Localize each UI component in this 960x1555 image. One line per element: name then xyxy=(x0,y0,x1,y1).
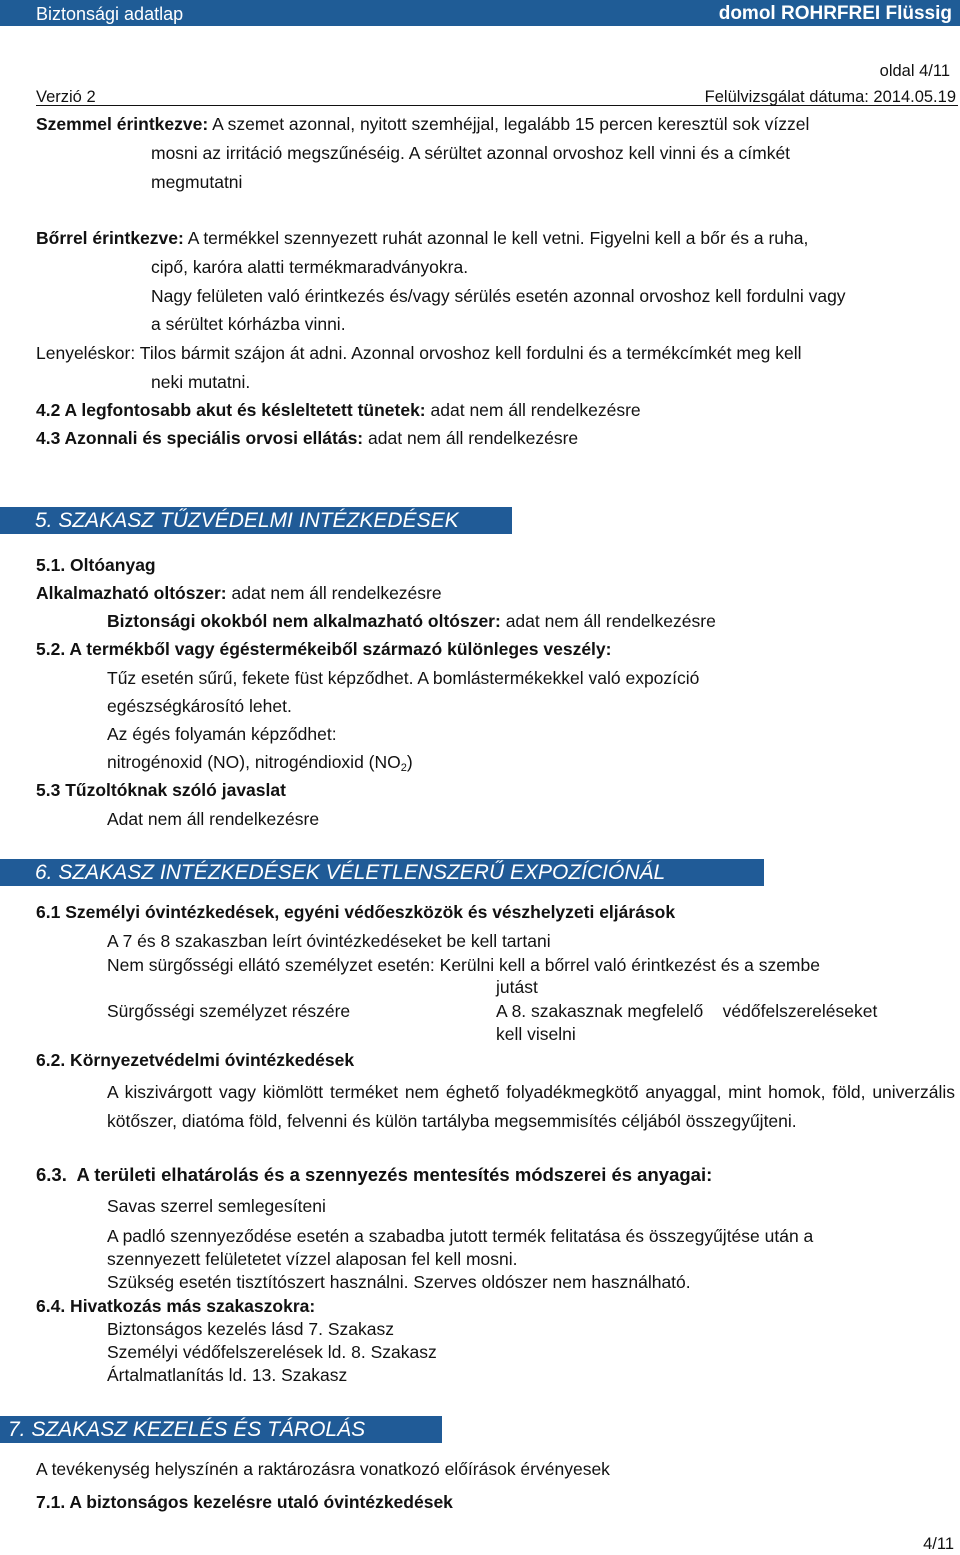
page-indicator: oldal 4/11 xyxy=(879,62,950,80)
section-7-1-heading: 7.1. A biztonságos kezelésre utaló óvintézkedések xyxy=(36,1492,453,1512)
skin-contact-label: Bőrrel érintkezve: xyxy=(36,228,184,248)
version-label: Verzió 2 xyxy=(36,88,96,106)
s61-emergency-label: Sürgősségi személyzet részére xyxy=(107,1001,351,1021)
s64-line2: Személyi védőfelszerelések ld. 8. Szakasz xyxy=(107,1342,437,1362)
eye-contact-line3: megmutatni xyxy=(151,172,243,192)
hazard-line2: egészségkárosító lehet. xyxy=(107,696,292,716)
eye-contact-line2: mosni az irritáció megszűnéséig. A sérültet azonnal orvoshoz kell vinni és a címkét xyxy=(151,143,791,163)
section-5-3-value: Adat nem áll rendelkezésre xyxy=(107,809,320,829)
footer-page-number: 4/11 xyxy=(923,1535,954,1553)
s63-line3: szennyezett felületetet vízzel alaposan fel kell mosni. xyxy=(107,1249,518,1269)
section-4-3 xyxy=(36,427,578,451)
ingestion-text: Tilos bármit szájon át adni. Azonnal orvoshoz kell fordulni és a termékcímkét meg kell xyxy=(139,343,802,363)
skin-contact-line2: cipő, karóra alatti termékmaradványokra. xyxy=(151,257,469,277)
unsuitable-extinguisher-label: Biztonsági okokból nem alkalmazható oltószer: xyxy=(107,611,501,631)
skin-contact-line3: Nagy felületen való érintkezés és/vagy sérülés esetén azonnal orvoshoz kell fordulni vagy xyxy=(151,286,846,306)
section-4-3-value: adat nem áll rendelkezésre xyxy=(368,428,579,448)
section-5-2-heading: 5.2. A termékből vagy égéstermékeiből származó különleges veszély: xyxy=(36,639,612,659)
section-4-2 xyxy=(36,399,641,423)
s63-line2: A padló szennyeződése esetén a szabadba jutott termék felitatása és összegyűjtése után a xyxy=(107,1226,814,1246)
hazard-gases-text: nitrogénoxid (NO), nitrogéndioxid (NO xyxy=(107,752,401,772)
section-6-3-heading: 6.3. A területi elhatárolás és a szennyezés mentesítés módszerei és anyagai: xyxy=(36,1164,713,1185)
section-6-1-heading: 6.1 Személyi óvintézkedések, egyéni védőeszközök és vészhelyzeti eljárások xyxy=(36,902,676,922)
s63-line4: Szükség esetén tisztítószert használni. Szerves oldószer nem használható. xyxy=(107,1272,691,1292)
s61-emergency-text: A 8. szakasznak megfelelő védőfelszereléseket xyxy=(496,1001,878,1021)
section-5-title: 5. SZAKASZ TŰZVÉDELMI INTÉZKEDÉSEK xyxy=(0,507,512,534)
unsuitable-extinguisher-value: adat nem áll rendelkezésre xyxy=(505,611,716,631)
ingestion-line1 xyxy=(36,342,802,366)
header-doc-type: Biztonsági adatlap xyxy=(36,4,184,24)
unsuitable-extinguisher xyxy=(107,610,716,634)
section-6-2-heading: 6.2. Környezetvédelmi óvintézkedések xyxy=(36,1050,355,1070)
hazard-line4 xyxy=(107,751,413,776)
ingestion-label: Lenyeléskor: xyxy=(36,343,136,363)
hazard-line3: Az égés folyamán képződhet: xyxy=(107,724,337,744)
revision-date: Felülvizsgálat dátuma: 2014.05.19 xyxy=(704,88,956,106)
skin-contact-line4: a sérültet kórházba vinni. xyxy=(151,314,346,334)
eye-contact-label: Szemmel érintkezve: xyxy=(36,114,209,134)
section-4-2-value: adat nem áll rendelkezésre xyxy=(430,400,641,420)
subscript-2: 2 xyxy=(400,762,407,774)
eye-contact-line1 xyxy=(36,113,809,137)
section-7-title: 7. SZAKASZ KEZELÉS ÉS TÁROLÁS xyxy=(0,1416,442,1443)
s61-line2b: jutást xyxy=(496,977,538,997)
section-7-intro: A tevékenység helyszínén a raktározásra vonatkozó előírások érvényesek xyxy=(36,1459,610,1479)
section-5-3-heading: 5.3 Tűzoltóknak szóló javaslat xyxy=(36,780,286,800)
ingestion-line2: neki mutatni. xyxy=(151,372,251,392)
s61-emergency-text2: kell viselni xyxy=(496,1024,576,1044)
suitable-extinguisher-value: adat nem áll rendelkezésre xyxy=(231,583,442,603)
s63-line1: Savas szerrel semlegesíteni xyxy=(107,1196,326,1216)
section-4-3-label: 4.3 Azonnali és speciális orvosi ellátás: xyxy=(36,428,364,448)
suitable-extinguisher-label: Alkalmazható oltószer: xyxy=(36,583,227,603)
hazard-line1: Tűz esetén sűrű, fekete füst képződhet. A bomlástermékekkel való expozíció xyxy=(107,668,700,688)
s64-line1: Biztonságos kezelés lásd 7. Szakasz xyxy=(107,1319,394,1339)
section-4-2-label: 4.2 A legfontosabb akut és késleltetett tünetek: xyxy=(36,400,426,420)
suitable-extinguisher xyxy=(36,582,442,606)
s64-line3: Ártalmatlanítás ld. 13. Szakasz xyxy=(107,1365,348,1385)
closing-paren: ) xyxy=(406,752,413,772)
header-product-name: domol ROHRFREI Flüssig xyxy=(718,3,952,24)
skin-contact-line1 xyxy=(36,227,808,251)
section-5-1-heading: 5.1. Oltóanyag xyxy=(36,555,156,575)
eye-contact-text: A szemet azonnal, nyitott szemhéjjal, legalább 15 percen keresztül sok vízzel xyxy=(212,114,810,134)
header-divider xyxy=(36,105,958,106)
s62-text: A kiszivárgott vagy kiömlött terméket nem éghető folyadékmegkötő anyaggal, mint homok, föld, univerzális kötőszer, diatóma föld, felvenni és külön tartályba megsemmisítés céljából összegyűjteni. xyxy=(107,1082,955,1131)
section-6-title: 6. SZAKASZ INTÉZKEDÉSEK VÉLETLENSZERŰ EXPOZÍCIÓNÁL xyxy=(0,859,764,886)
section-6-4-heading: 6.4. Hivatkozás más szakaszokra: xyxy=(36,1296,316,1316)
s61-line1: A 7 és 8 szakaszban leírt óvintézkedéseket be kell tartani xyxy=(107,931,551,951)
s61-line2: Nem sürgősségi ellátó személyzet esetén: Kerülni kell a bőrrel való érintkezést és a szembe xyxy=(107,955,820,975)
skin-contact-text: A termékkel szennyezett ruhát azonnal le kell vetni. Figyelni kell a bőr és a ruha, xyxy=(187,228,809,248)
